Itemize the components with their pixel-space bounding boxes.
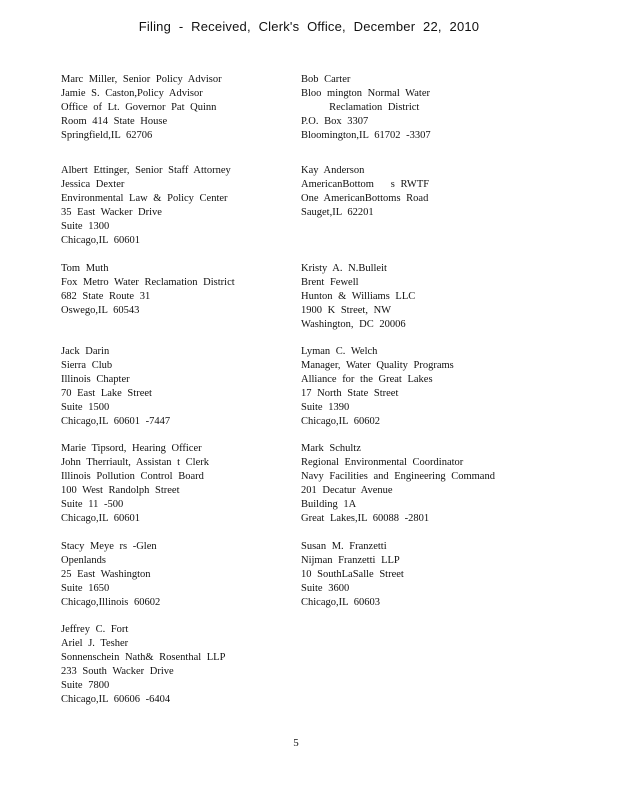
address-line: Manager, Water Quality Programs [301, 359, 454, 371]
address-block [61, 345, 170, 428]
address-line: Alliance for the Great Lakes [301, 373, 433, 385]
address-line: Reclamation District [301, 101, 420, 113]
address-line: 201 Decatur Avenue [301, 484, 393, 496]
address-line: Chicago,Illinois 60602 [61, 596, 161, 608]
address-line: Brent Fewell [301, 276, 359, 288]
address-block [61, 442, 209, 525]
address-line: Springfield,IL 62706 [61, 129, 153, 141]
address-line: Jamie S. Caston,Policy Advisor [61, 87, 203, 99]
address-line: 17 North State Street [301, 387, 399, 399]
address-line: Illinois Chapter [61, 373, 130, 385]
address-line: Fox Metro Water Reclamation District [61, 276, 235, 288]
address-block [61, 623, 225, 706]
address-line: Regional Environmental Coordinator [301, 456, 464, 468]
address-line: Navy Facilities and Engineering Command [301, 470, 495, 482]
address-line: Bloo mington Normal Water [301, 87, 430, 99]
address-line: Chicago,IL 60606 -6404 [61, 693, 171, 705]
address-line: Lyman C. Welch [301, 346, 378, 357]
address-line: Great Lakes,IL 60088 -2801 [301, 512, 430, 524]
address-line: Openlands [61, 554, 106, 566]
address-line: 70 East Lake Street [61, 387, 152, 399]
address-block [61, 164, 231, 247]
address-line: Ariel J. Tesher [61, 637, 129, 649]
address-line: Jeffrey C. Fort [61, 624, 129, 635]
address-line: John Therriault, Assistan t Clerk [61, 456, 210, 468]
address-line: Hunton & Williams LLC [301, 290, 416, 302]
address-line: Suite 1300 [61, 220, 110, 232]
address-line: Kristy A. N.Bulleit [301, 263, 387, 274]
address-line: Chicago,IL 60603 [301, 596, 381, 608]
address-block [301, 345, 454, 428]
address-block [301, 164, 429, 220]
address-line: Stacy Meye rs -Glen [61, 541, 157, 552]
address-line: Susan M. Franzetti [301, 541, 387, 552]
address-line: 10 SouthLaSalle Street [301, 568, 404, 580]
page-header: Filing - Received, Clerk's Office, December 22, 2010 [138, 19, 480, 34]
address-line: 100 West Randolph Street [61, 484, 180, 496]
address-block [61, 73, 222, 143]
address-block [301, 442, 495, 525]
address-line: Chicago,IL 60602 [301, 415, 381, 427]
address-line: 1900 K Street, NW [301, 304, 392, 316]
address-line: P.O. Box 3307 [301, 115, 369, 127]
address-line: Bob Carter [301, 74, 351, 85]
address-block [61, 262, 235, 318]
address-line: 682 State Route 31 [61, 290, 151, 302]
address-block [301, 73, 431, 143]
address-line: 233 South Wacker Drive [61, 665, 174, 677]
address-line: Suite 1500 [61, 401, 110, 413]
address-line: Environmental Law & Policy Center [61, 192, 228, 204]
address-line: Suite 1650 [61, 582, 110, 594]
address-line: Office of Lt. Governor Pat Quinn [61, 101, 217, 113]
address-line: Marie Tipsord, Hearing Officer [61, 443, 202, 454]
address-line: Suite 1390 [301, 401, 350, 413]
address-block [301, 262, 415, 332]
address-line: Nijman Franzetti LLP [301, 554, 400, 566]
address-line: Suite 3600 [301, 582, 350, 594]
address-line: Washington, DC 20006 [301, 318, 406, 330]
address-line: Kay Anderson [301, 165, 365, 176]
address-line: Albert Ettinger, Senior Staff Attorney [61, 165, 231, 176]
address-line: Oswego,IL 60543 [61, 304, 140, 316]
address-line: Building 1A [301, 498, 357, 510]
address-line: Bloomington,IL 61702 -3307 [301, 129, 431, 141]
address-line: Sierra Club [61, 359, 113, 371]
address-line: Jack Darin [61, 346, 110, 357]
address-line: Chicago,IL 60601 [61, 234, 141, 246]
address-line: One AmericanBottoms Road [301, 192, 429, 204]
address-line: Chicago,IL 60601 -7447 [61, 415, 171, 427]
address-line: Illinois Pollution Control Board [61, 470, 204, 482]
address-block [61, 540, 160, 610]
address-line: Tom Muth [61, 263, 109, 274]
address-line: Mark Schultz [301, 443, 361, 454]
address-line: Suite 7800 [61, 679, 110, 691]
page-number: 5 [293, 737, 299, 749]
address-line: Sauget,IL 62201 [301, 206, 374, 218]
address-line: 35 East Wacker Drive [61, 206, 162, 218]
address-line: AmericanBottom s RWTF [301, 178, 430, 190]
address-line: Jessica Dexter [61, 178, 125, 190]
address-line: Sonnenschein Nath& Rosenthal LLP [61, 651, 226, 663]
address-line: Suite 11 -500 [61, 498, 124, 510]
address-line: Room 414 State House [61, 115, 168, 127]
address-block [301, 540, 404, 610]
address-line: Chicago,IL 60601 [61, 512, 141, 524]
address-line: Marc Miller, Senior Policy Advisor [61, 74, 222, 85]
address-line: 25 East Washington [61, 568, 151, 580]
